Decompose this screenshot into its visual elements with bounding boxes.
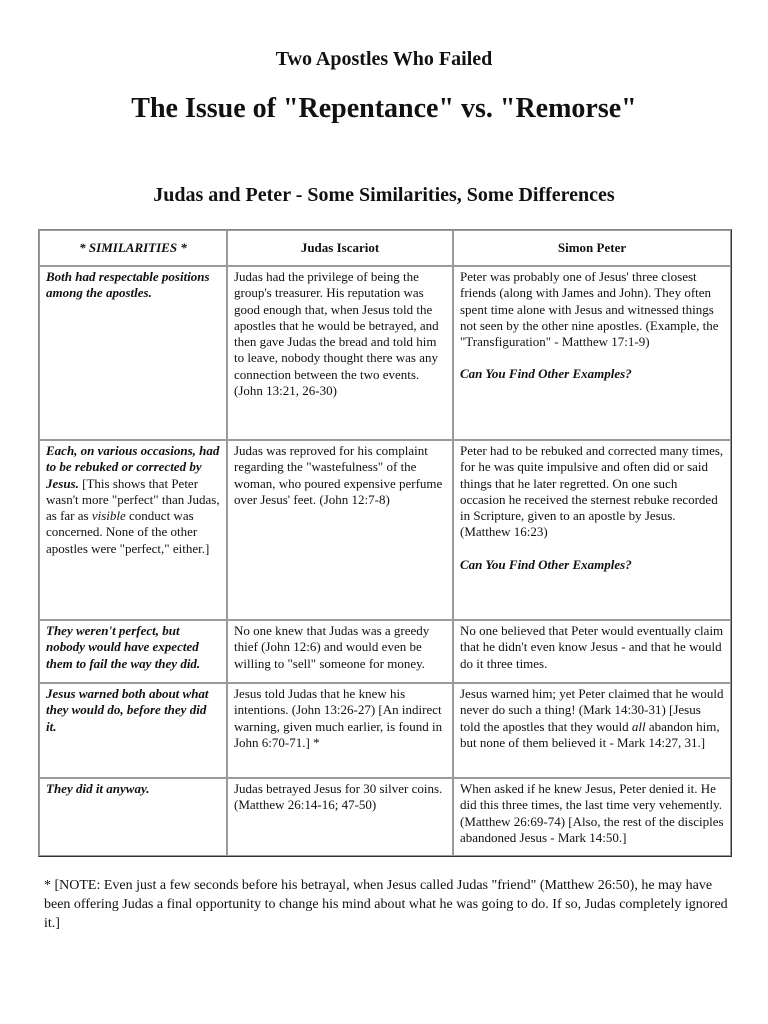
document-title: The Issue of "Repentance" vs. "Remorse" — [131, 93, 637, 124]
document-subtitle: Judas and Peter - Some Similarities, Some Differences — [153, 184, 615, 206]
table-row — [39, 440, 731, 620]
peter-cell — [453, 266, 731, 440]
comparison-table — [38, 229, 732, 857]
peter-cell-text-end: abandon him, but none of them believed it - Mark 14:27, 31.] — [460, 718, 720, 750]
peter-cell-text: Peter had to be rebuked and corrected many times, for he was quite impulsive and often did or said things that he later regretted. On one such occasion he received the sternest rebuke recorded in Scripture, given to an apostle by Jesus. (Matthew 16:23) — [460, 443, 724, 540]
table-row — [39, 778, 731, 856]
peter-cell — [453, 440, 731, 620]
peter-cell-emphasis: all — [631, 718, 646, 734]
peter-question: Can You Find Other Examples? — [460, 556, 632, 572]
similarity-cell: They weren't perfect, but nobody would have expected them to fail the way they did. — [39, 620, 227, 683]
judas-cell: No one knew that Judas was a greedy thief (John 12:6) and would even be willing to "sell" someone for money. — [227, 620, 453, 683]
judas-cell: Judas had the privilege of being the group's treasurer. His reputation was good enough that, when Jesus told the apostles that he would be betrayed, and then gave Judas the bread and told him to leave, nobody thought there was any connection between the two events. (John 13:21, 26-30) — [227, 266, 453, 440]
table-header-row — [39, 230, 731, 266]
similarity-note-emphasis: visible — [91, 508, 126, 524]
table-row — [39, 620, 731, 683]
peter-cell: When asked if he knew Jesus, Peter denied it. He did this three times, the last time very vehemently. (Matthew 26:69-74) [Also, the rest of the disciples abandoned Jesus - Mark 14:50.] — [453, 778, 731, 856]
judas-cell: Jesus told Judas that he knew his intentions. (John 13:26-27) [An indirect warning, given much earlier, is found in John 6:70-71.] * — [227, 683, 453, 778]
column-header-peter: Simon Peter — [453, 230, 731, 266]
similarity-text: Each, on various occasions, had to be rebuked or corrected by Jesus. — [46, 443, 220, 491]
table-row — [39, 683, 731, 778]
peter-cell — [453, 683, 731, 778]
similarity-cell: Jesus warned both about what they would do, before they did it. — [39, 683, 227, 778]
peter-question: Can You Find Other Examples? — [460, 366, 632, 382]
table-row — [39, 266, 731, 440]
similarity-note: [This shows that Peter wasn't more "perfect" than Judas, as far as — [46, 475, 220, 524]
peter-cell-text: Peter was probably one of Jesus' three closest friends (along with James and John). They often spent time alone with Jesus and witnessed things not seen by the other nine apostles. (Example, the "Transfiguration" - Matthew 17:1-9) — [460, 269, 719, 350]
similarity-cell: Both had respectable positions among the apostles. — [39, 266, 227, 440]
column-header-judas: Judas Iscariot — [227, 230, 453, 266]
similarity-cell: They did it anyway. — [39, 778, 227, 856]
similarity-note-end: conduct was concerned. None of the other apostles were "perfect," either.] — [46, 508, 210, 556]
judas-cell: Judas betrayed Jesus for 30 silver coins. (Matthew 26:14-16; 47-50) — [227, 778, 453, 856]
peter-cell: No one believed that Peter would eventually claim that he didn't even know Jesus - and that he would do it three times. — [453, 620, 731, 683]
judas-cell: Judas was reproved for his complaint regarding the "wastefulness" of the woman, who poured expensive perfume over Jesus' feet. (John 12:7-8) — [227, 440, 453, 620]
document-supertitle: Two Apostles Who Failed — [275, 48, 493, 70]
similarity-cell — [39, 440, 227, 620]
peter-cell-text: Jesus warned him; yet Peter claimed that he would never do such a thing! (Mark 14:30-31) [Jesus told the apostles that they would — [460, 686, 724, 734]
footnote: * [NOTE: Even just a few seconds before his betrayal, when Jesus called Judas "friend" (Matthew 26:50), he may have been offering Judas a final opportunity to change his mind about what he was going to do. If so, Judas completely ignored it.] — [44, 878, 728, 931]
column-header-similarities: * SIMILARITIES * — [39, 230, 227, 266]
